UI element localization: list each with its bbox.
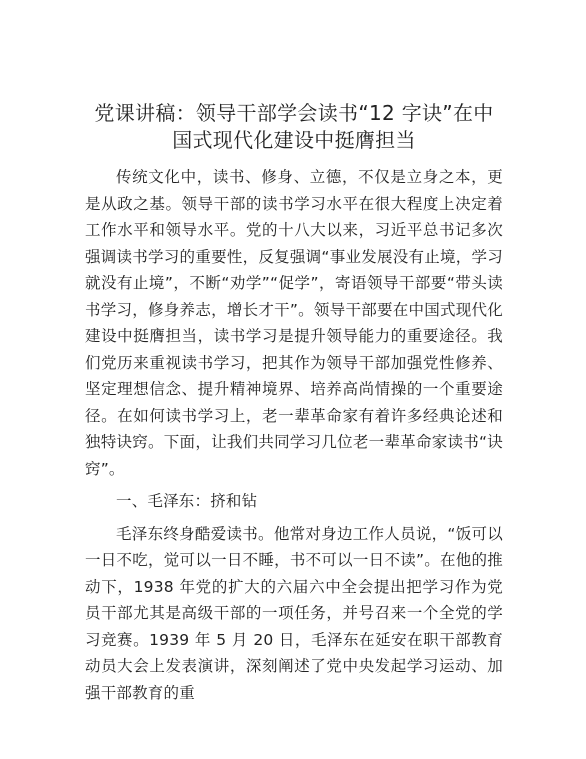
document-body xyxy=(85,164,503,706)
intro-paragraph: 传统文化中，读书、修身、立德，不仅是立身之本，更是从政之基。领导干部的读书学习水平在很大程度上决定着工作水平和领导水平。党的十八大以来，习近平总书记多次强调读书学习的重要性，反复强调“事业发展没有止境，学习就没有止境”，不断“劝学”“促学”，寄语领导干部要“带头读书学习，修身养志，增长才干”。领导干部要在中国式现代化建设中挺膺担当，读书学习是提升领导能力的重要途径。我们党历来重视读书学习，把其作为领导干部加强党性修养、坚定理想信念、提升精神境界、培养高尚情操的一个重要途径。在如何读书学习上，老一辈革命家有着许多经典论述和独特诀窍。下面，让我们共同学习几位老一辈革命家读书“诀窍”。 xyxy=(85,168,503,478)
document-content xyxy=(85,100,503,706)
document-title: 党课讲稿：领导干部学会读书“12 字诀”在中国式现代化建设中挺膺担当 xyxy=(94,101,494,152)
section-heading: 一、毛泽东：挤和钻 xyxy=(116,492,258,510)
section-paragraph: 毛泽东终身酷爱读书。他常对身边工作人员说，“饭可以一日不吃，觉可以一日不睡，书不可以一日不读”。在他的推动下，1938 年党的扩大的六届六中全会提出把学习作为党员干部尤其是高级干部的一项任务，并号召来一个全党的学习竞赛。1939 年 5 月 20 日，毛泽东在延安在职干部教育动员大会上发表演讲，深刻阐述了党中央发起学习运动、加强干部教育的重 xyxy=(85,524,503,702)
